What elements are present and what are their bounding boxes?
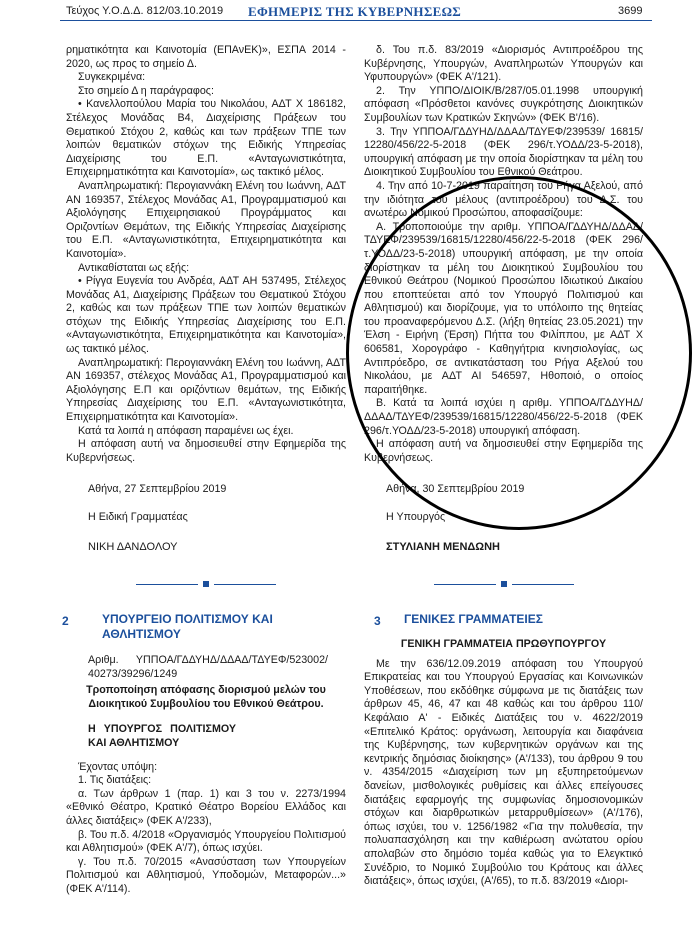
section-subtitle: ΓΕΝΙΚΗ ΓΡΑΜΜΑΤΕΙΑ ΠΡΩΘΥΠΟΥΡΓΟΥ	[400, 638, 607, 650]
paragraph: Η απόφαση αυτή να δημοσιευθεί στην Εφημερίδα της Κυβερνήσεως.	[364, 438, 643, 464]
paragraph: Αναπληρωματική: Περογιαννάκη Ελένη του Ιωάννη, ΑΔΤ ΑΝ 169357, στέλεχος Μονάδας Α1, Προγραμματισμού και Αξιολόγησης Ε.Π και οριζόντιων θεμάτων, της Ειδικής Υπηρεσίας Διαχείρισης του Ε.Π. «Ανταγωνιστικότητα, Επιχειρηματικότητα και Καινοτομία».	[66, 356, 346, 424]
paragraph: Η απόφαση αυτή να δημοσιευθεί στην Εφημερίδα της Κυβερνήσεως.	[66, 438, 346, 464]
paragraph: β. Του π.δ. 4/2018 «Οργανισμός Υπουργείου Πολιτισμού και Αθλητισμού» (ΦΕΚ Α'/7), όπως ισχύει.	[66, 828, 346, 855]
paragraph: α. Των άρθρων 1 (παρ. 1) και 3 του ν. 2273/1994 «Εθνικό Θέατρο, Κρατικό Θέατρο Βορείου Ελλάδος και άλλες διατάξεις» (ΦΕΚ Α'/233),	[66, 787, 346, 827]
paragraph: 2. Την ΥΠΠΟ/ΔΙΟΙΚ/Β/287/05.01.1998 υπουργική απόφαση «Πρόσθετοι κανόνες συγκρότησης Διοικητικών Συμβουλίων των Κρατικών Σκηνών» (ΦΕΚ Β'/16).	[364, 84, 643, 124]
section-title: ΓΕΝΙΚΕΣ ΓΡΑΜΜΑΤΕΙΕΣ	[404, 612, 543, 626]
section2-body	[66, 654, 346, 897]
signature-role: Η Ειδική Γραμματέας	[88, 511, 188, 523]
signature-name: ΝΙΚΗ ΔΑΝΔΟΛΟΥ	[88, 540, 178, 553]
divider-line	[512, 584, 574, 585]
paragraph: • Κανελλοπούλου Μαρία του Νικολάου, ΑΔΤ Χ 186182, Στέλεχος Μονάδας Β4, Διαχείρισης Πράξεων του Θεματικού Στόχου 2, καθώς και των πράξεων ΤΠΕ των λοιπών θεματικών στόχων της Ειδικής Υπηρεσίας Διαχείρισης του Ε.Π. «Ανταγωνιστικότητα, Επιχειρηματικότητα και Καινοτομία», ως τακτικό μέλος.	[66, 98, 346, 179]
signature-place-date: Αθήνα, 27 Σεπτεμβρίου 2019	[88, 483, 227, 496]
paragraph: Συγκεκριμένα:	[78, 71, 146, 84]
right-column-bottom	[364, 638, 643, 889]
reference-number: Αριθμ. ΥΠΠΟΑ/ΓΔΔΥΗΔ/ΔΔΑΔ/ΤΔΥΕΦ/523002/ 40273/39296/1249	[88, 654, 328, 680]
paragraph: δ. Του π.δ. 83/2019 «Διορισμός Αντιπροέδρου της Κυβέρνησης, Υπουργών, Αναπληρωτών Υπουργών και Υφυπουργών» (ΦΕΚ Α'/121).	[364, 44, 643, 84]
signature-name: ΣΤΥΛΙΑΝΗ ΜΕΝΔΩΝΗ	[386, 540, 500, 553]
signature-place-date: Αθήνα, 30 Σεπτεμβρίου 2019	[386, 483, 525, 496]
authority-heading: Η ΥΠΟΥΡΓΟΣ ΠΟΛΙΤΙΣΜΟΥ ΚΑΙ ΑΘΛΗΤΙΣΜΟΥ	[88, 723, 236, 749]
section-number: 3	[374, 614, 381, 628]
section-divider-right	[364, 580, 643, 588]
decision-heading: Τροποποίηση απόφασης διορισμού μελών του Διοικητικού Συμβουλίου του Εθνικού Θεάτρου.	[86, 684, 326, 710]
section-divider-left	[66, 580, 346, 588]
paragraph: 4. Την από 10-7-2019 παραίτηση του Ρήγα Αξελού, από την ιδιότητα του μέλους (αντιπροέδρου) του Δ.Σ. του ανωτέρω Νομικού Προσώπου, αποφασίζουμε:	[364, 179, 643, 220]
page-number: 3699	[618, 5, 643, 17]
paragraph: Αντικαθίσταται ως εξής:	[78, 261, 190, 274]
signature-role: Η Υπουργός	[386, 511, 446, 523]
paragraph: 3. Την ΥΠΠΟΑ/ΓΔΔΥΗΔ/ΔΔΑΔ/ΤΔΥΕΦ/239539/ 16815/ 12280/456/22-5-2018 (ΦΕΚ 296/τ.ΥΟΔΔ/23-5-2018), υπουργική απόφαση με την οποία διορίστηκαν τα μέλη του Διοικητικού Συμβουλίου του Εθνικού Θεάτρου.	[364, 125, 643, 179]
paragraph: • Ρίγγα Ευγενία του Ανδρέα, ΑΔΤ ΑΗ 537495, Στέλεχος Μονάδας Α1, Διαχείρισης Πράξεων του Θεματικού Στόχου 2, καθώς και των πράξεων ΤΠΕ των λοιπών θεματικών στόχων της Ειδικής Υπηρεσίας Διαχείρισης του Ε.Π. «Ανταγωνιστικότητα, Επιχειρηματικότητα και Καινοτομία», ως τακτικό μέλος.	[66, 275, 346, 356]
issue-number: Τεύχος Υ.Ο.Δ.Δ. 812/03.10.2019	[66, 5, 224, 17]
left-column-bottom	[102, 612, 346, 642]
section3-title-wrap	[404, 612, 643, 627]
paragraph: Β. Κατά τα λοιπά ισχύει η αριθμ. ΥΠΠΟΑ/ΓΔΔΥΗΔ/ΔΔΑΔ/ΤΔΥΕΦ/239539/16815/12280/456/22-5-2018 (ΦΕΚ 296/τ.ΥΟΔΔ/23-5-2018) υπουργική απόφαση.	[364, 397, 643, 437]
journal-title: ΕΦΗΜΕΡΙΣ ΤΗΣ ΚΥΒΕΡΝΗΣΕΩΣ	[248, 4, 462, 19]
paragraph: Αναπληρωματική: Περογιαννάκη Ελένη του Ιωάννη, ΑΔΤ ΑΝ 169357, Στέλεχος Μονάδας Α1, Προγραμματισμού και Αξιολόγησης Επιχειρησιακού Προγράμματος και Οριζοντίων Θεμάτων, της Ειδικής Υπηρεσίας Διαχείρισης του Ε.Π. «Ανταγωνιστικότητα, Επιχειρηματικότητα και Καινοτομία».	[66, 179, 346, 260]
paragraph: Με την 636/12.09.2019 απόφαση του Υπουργού Επικρατείας και του Υπουργού Εργασίας και Κοινωνικών Υποθέσεων, που εκδόθηκε σύμφωνα με τις διατάξεις των άρθρων 45, 46, 47 και 48 καθώς και του άρθρου 110/Κεφάλαιο Α' - Ειδικές Διατάξεις του ν. 4622/2019 «Επιτελικό Κράτος: οργάνωση, λειτουργία και διαφάνεια της Κυβέρνησης, των κυβερνητικών οργάνων και της κεντρικής δημόσιας διοίκησης» (Α'/133), του άρθρου 9 του ν. 4354/2015 «Διαχείριση των μη εξυπηρετούμενων δανείων, μισθολογικές ρυθμίσεις και άλλες επείγουσες διατάξεις εφαρμογής της συμφωνίας δημοσιονομικών στόχων και διαρθρωτικών μεταρρυθμίσεων» (Α'/176), όπως ισχύει, του ν. 1256/1982 «Για την πολυθεσία, την πολυαπασχόληση και την καθιέρωση ανώτατου ορίου απολαβών στο δημόσιο τομέα καθώς για το Ελεγκτικό Συνέδριο, το Νομικό Συμβούλιο του Κράτους και άλλες διατάξεις», όπως ισχύει, (Α'/65), το π.δ. 83/2019 «Διορι-	[364, 657, 643, 888]
left-column-top	[66, 44, 346, 554]
section-number: 2	[62, 614, 69, 628]
divider-line	[434, 584, 496, 585]
right-column-top	[364, 44, 643, 554]
paragraph: Κατά τα λοιπά η απόφαση παραμένει ως έχει.	[78, 424, 294, 437]
paragraph: ρηματικότητα και Καινοτομία (ΕΠΑνΕΚ)», ΕΣΠΑ 2014 - 2020, ως προς το σημείο Δ.	[66, 44, 346, 70]
paragraph: Στο σημείο Δ η παράγραφος:	[78, 84, 214, 97]
divider-line	[136, 584, 198, 585]
paragraph: Α. Τροποποιούμε την αριθμ. ΥΠΠΟΑ/ΓΔΔΥΗΔ/ΔΔΑΔ/ΤΔΥΕΦ/239539/16815/12280/456/22-5-2018 (ΦΕΚ 296/τ.ΥΟΔΔ/23-5-2018) υπουργική απόφαση, με την οποία διορίστηκαν τα μέλη του Διοικητικού Συμβουλίου του Εθνικού Θεάτρου (Νομικού Προσώπου Ιδιωτικού Δικαίου που εποπτεύεται από τον Υπουργό Πολιτισμού και Αθλητισμού) και διορίζουμε, για το υπόλοιπο της θητείας του προαναφερόμενου Δ.Σ. (λήξη θητείας 23.05.2021) την Έλση - Ειρήνη (Έρση) Πήττα του Φιλίππου, με ΑΔΤ Χ 606581, Χορογράφο - Καθηγήτρια κινησιολογίας, ως Αντιπρόεδρο, σε αντικατάσταση του Ρήγα Αξελού του Νικολάου, με ΑΔΤ ΑΙ 546597, Ηθοποιό, ο οποίος παραιτήθηκε.	[364, 220, 643, 396]
paragraph: γ. Του π.δ. 70/2015 «Ανασύσταση των Υπουργείων Πολιτισμού και Αθλητισμού, Υποδομών, Μεταφορών...» (ΦΕΚ Α'/114).	[66, 855, 346, 895]
page-header	[0, 0, 696, 22]
paragraph: 1. Τις διατάξεις:	[78, 774, 152, 787]
divider-square	[501, 581, 507, 587]
divider-square	[203, 581, 209, 587]
divider-line	[214, 584, 276, 585]
paragraph: Έχοντας υπόψη:	[78, 760, 158, 773]
section-title: ΥΠΟΥΡΓΕΙΟ ΠΟΛΙΤΙΣΜΟΥ ΚΑΙ ΑΘΛΗΤΙΣΜΟΥ	[102, 612, 273, 641]
header-rule	[60, 20, 652, 21]
